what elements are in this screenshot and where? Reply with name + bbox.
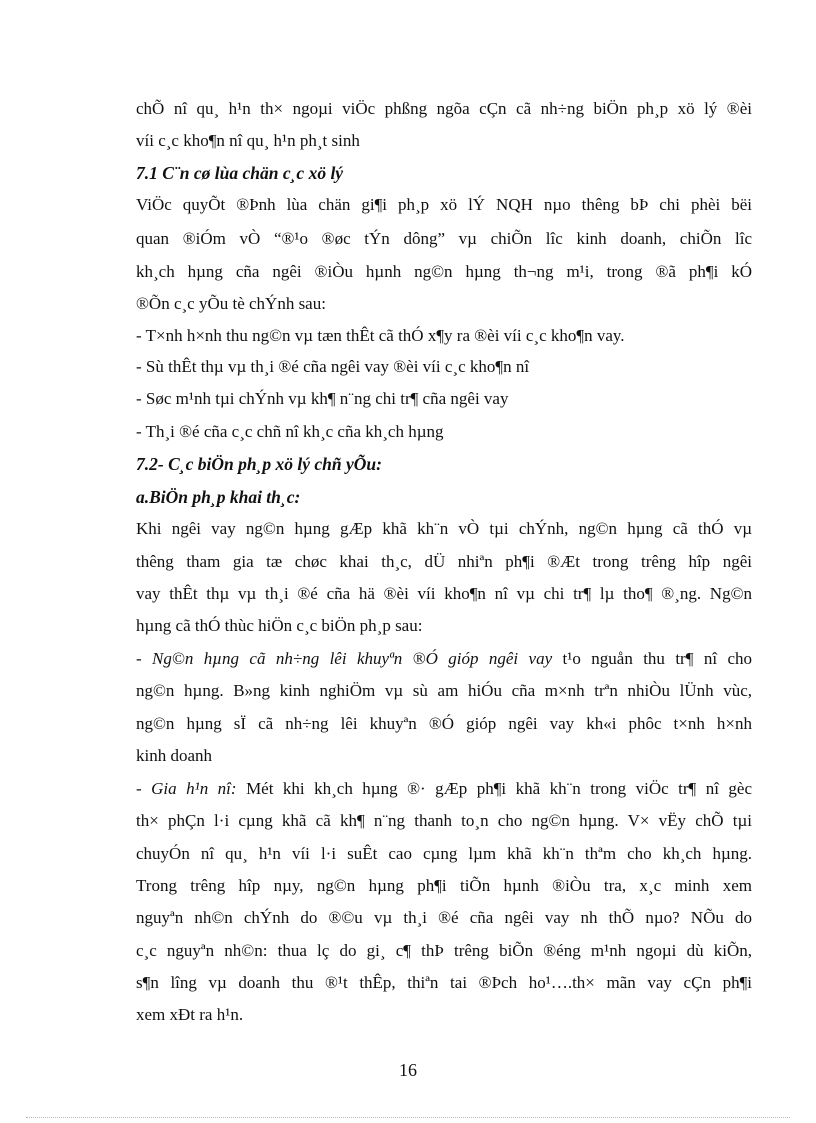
text-line: chÕ nî qu¸ h¹n th× ngoµi viÖc phßng ngõa cÇn cã nh÷ng biÖn ph¸p xö lý ®èi	[136, 99, 752, 118]
text-line: kinh doanh	[136, 746, 213, 765]
text-line: ng©n hµng. B»ng kinh nghiÖm vµ sù am hiÓu cña m×nh trªn nhiÒu lÜnh vùc,	[136, 681, 752, 700]
text-line: Khi ngêi vay ng©n hµng gÆp khã kh¨n vÒ tµi chÝnh, ng©n hµng cã thÓ vµ	[136, 519, 752, 538]
bullet-lead-italic: - Gia h¹n nî:	[136, 779, 237, 798]
section-heading: 7.2- C¸c biÖn ph¸p xö lý chñ yÕu:	[136, 454, 382, 474]
text-line: chuyÓn nî qu¸ h¹n víi l·i suÊt cao cµng lµm khã kh¨n thªm cho kh¸ch hµng.	[136, 844, 752, 863]
subsection-heading: a.BiÖn ph¸p khai th¸c:	[136, 487, 301, 507]
bullet-item: - T×nh h×nh thu ng©n vµ tæn thÊt cã thÓ x¶y ra ®èi víi c¸c kho¶n vay.	[136, 326, 625, 345]
page-number: 16	[399, 1060, 417, 1080]
text-line: s¶n lîng vµ doanh thu ®¹t thÊp, thiªn tai ®Þch ho¹….th× mãn vay cÇn ph¶i	[136, 973, 752, 992]
text-line: hµng cã thÓ thùc hiÖn c¸c biÖn ph¸p sau:	[136, 616, 423, 635]
text-line: kh¸ch hµng cña ngêi ®iÒu hµnh ng©n hµng th¬ng m¹i, trong ®ã ph¶i kÓ	[136, 262, 752, 281]
bullet-lead-italic: - Ng©n hµng cã nh÷ng lêi khuyªn ®Ó gióp ngêi vay	[136, 649, 553, 668]
text-line: vay thÊt thµ vµ th¸i ®é cña hä ®èi víi kho¶n nî vµ chi tr¶ lµ tho¶ ®¸ng. Ng©n	[136, 584, 752, 603]
text-line: ViÖc quyÕt ®Þnh lùa chän gi¶i ph¸p xö lÝ NQH nµo thêng bÞ chi phèi bëi	[136, 195, 752, 214]
bullet-item	[136, 648, 752, 670]
section-heading: 7.1 C¨n cø lùa chän c¸c xö lý	[136, 163, 344, 183]
page-bottom-rule	[26, 1117, 790, 1118]
text-line: quan ®iÓm vÒ “®¹o ®øc tÝn dông” vµ chiÕn lîc kinh doanh, chiÕn lîc	[136, 229, 752, 248]
text-line: nguyªn nh©n chÝnh do ®©u vµ th¸i ®é cña ngêi vay nh thÕ nµo? NÕu do	[136, 908, 752, 927]
bullet-item: - Søc m¹nh tµi chÝnh vµ kh¶ n¨ng chi tr¶ cña ngêi vay	[136, 389, 509, 408]
bullet-lead-rest: Mét khi kh¸ch hµng ®· gÆp ph¶i khã kh¨n trong viÖc tr¶ nî gèc	[246, 779, 752, 798]
text-line: ng©n hµng sÏ cã nh÷ng lêi khuyªn ®Ó gióp ngêi vay kh«i phôc t×nh h×nh	[136, 714, 752, 733]
text-line: c¸c nguyªn nh©n: thua lç do gi¸ c¶ thÞ trêng biÕn ®éng m¹nh ngoµi dù kiÕn,	[136, 941, 752, 960]
bullet-item: - Th¸i ®é cña c¸c chñ nî kh¸c cña kh¸ch hµng	[136, 422, 444, 441]
bullet-item	[136, 778, 752, 800]
bullet-lead-rest: t¹o nguån thu tr¶ nî cho	[562, 649, 752, 668]
text-line: ®Õn c¸c yÕu tè chÝnh sau:	[136, 294, 326, 313]
bullet-item: - Sù thÊt thµ vµ th¸i ®é cña ngêi vay ®èi víi c¸c kho¶n nî	[136, 357, 530, 376]
text-line: xem xÐt ra h¹n.	[136, 1005, 244, 1024]
text-line: thêng tham gia tæ chøc khai th¸c, dÜ nhiªn ph¶i ®Æt trong trêng hîp ngêi	[136, 552, 752, 571]
text-line: víi c¸c kho¶n nî qu¸ h¹n ph¸t sinh	[136, 131, 360, 150]
text-line: Trong trêng hîp nµy, ng©n hµng ph¶i tiÕn hµnh ®iÒu tra, x¸c minh xem	[136, 876, 752, 895]
text-line: th× phÇn l·i cµng khã cã kh¶ n¨ng thanh to¸n cho ng©n hµng. V× vËy chÕ tµi	[136, 811, 752, 830]
